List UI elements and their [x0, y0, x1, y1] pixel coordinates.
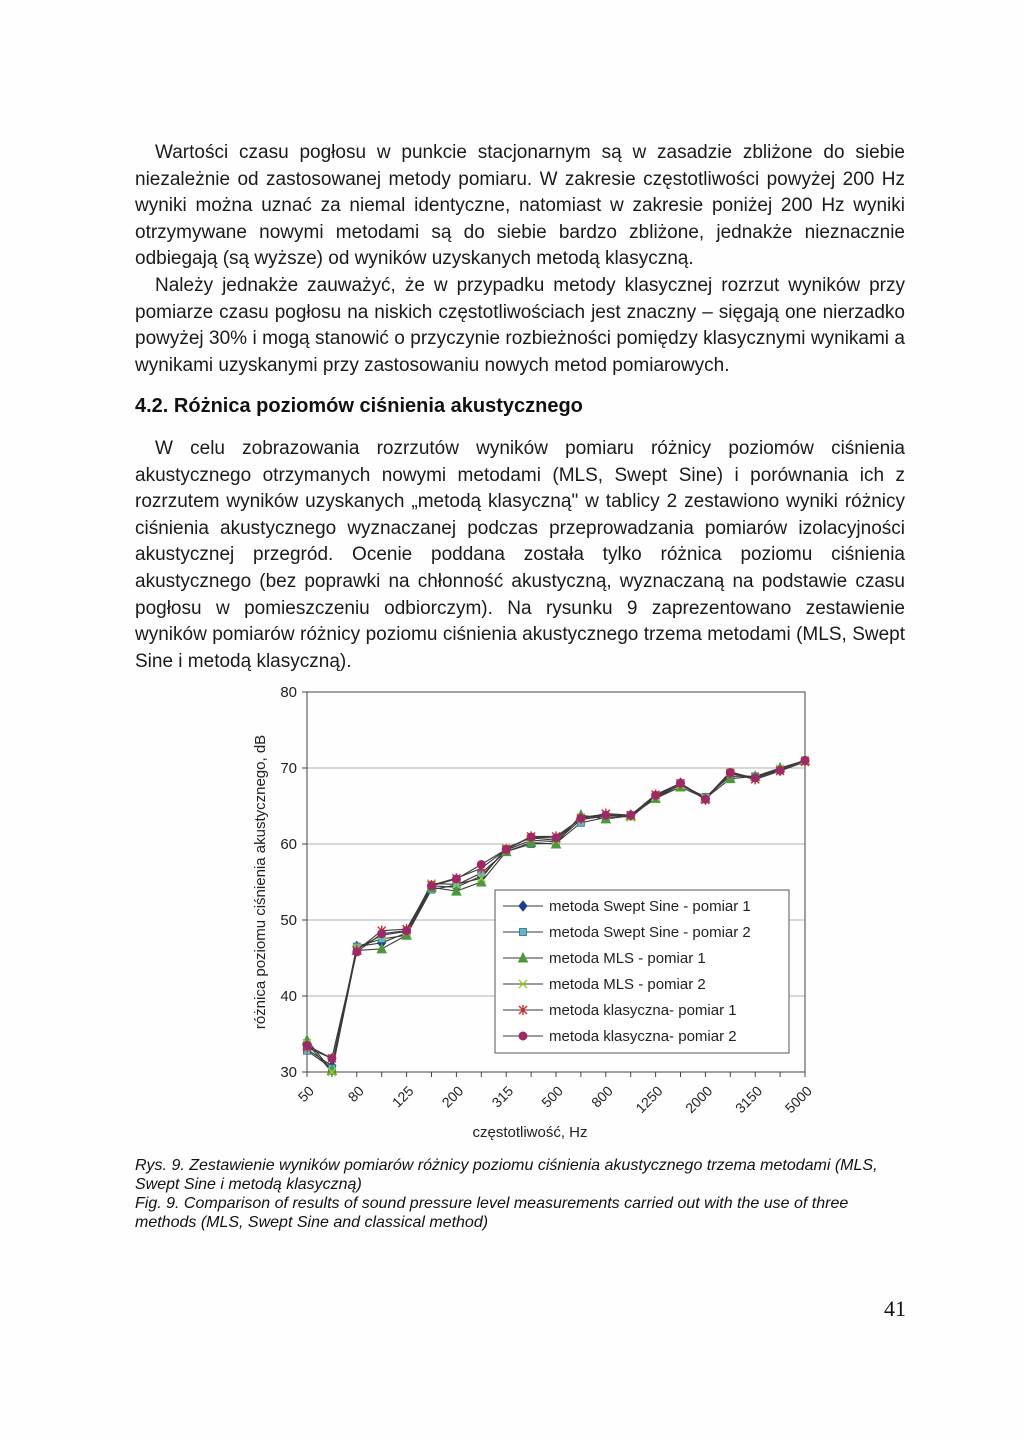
legend-label: metoda klasyczna- pomiar 1 [549, 1002, 737, 1019]
page-number: 41 [884, 1296, 906, 1321]
paragraph-3: W celu zobrazowania rozrzutów wyników pomiaru różnicy poziomów ciśnienia akustycznego otrzymanych nowymi metodami (MLS, Swept Sine) i porównania ich z rozrzutem wyników uzyskanych „metodą klasyczną" w tablicy 2 zestawiono wyniki różnicy ciśnienia akustycznego wyznaczanej podczas przeprowadzania pomiarów izolacyjności akustycznej przegród. Ocenie poddana została tylko różnica poziomu ciśnienia akustycznego (bez poprawki na chłonność akustyczną, wyznaczaną na podstawie czasu pogłosu w pomieszczeniu odbiorczym). Na rysunku 9 zaprezentowano zestawienie wyników pomiarów różnicy poziomu ciśnienia akustycznego trzema metodami (MLS, Swept Sine i metodą klasyczną). [135, 438, 905, 672]
series-point [303, 1041, 311, 1049]
y-tick-label: 40 [280, 988, 297, 1005]
section-heading: 4.2. Różnica poziomów ciśnienia akustycznego [135, 395, 583, 417]
series-point [801, 756, 809, 764]
series-point [452, 875, 460, 883]
x-tick-label: 200 [438, 1082, 467, 1111]
series-point [701, 795, 709, 803]
caption-english: Fig. 9. Comparison of results of sound pressure level measurements carried out with the use of three methods (MLS, Swept Sine and classical method) [135, 1195, 849, 1231]
x-tick-label: 3150 [731, 1082, 766, 1117]
y-tick-label: 50 [280, 912, 297, 929]
legend-label: metoda Swept Sine - pomiar 1 [549, 898, 751, 915]
series-point [627, 811, 635, 819]
series-point [552, 834, 560, 842]
y-tick-label: 30 [280, 1064, 297, 1081]
figure-caption [135, 1156, 905, 1232]
x-tick-label: 50 [294, 1082, 318, 1106]
series-point [378, 930, 386, 938]
legend-label: metoda klasyczna- pomiar 2 [549, 1028, 737, 1045]
series-point [751, 774, 759, 782]
caption-polish: Rys. 9. Zestawienie wyników pomiarów różnicy poziomu ciśnienia akustycznego trzema metodami (MLS, Swept Sine i metodą klasyczną) [135, 1157, 878, 1193]
series-point [377, 944, 386, 953]
series-point [428, 882, 436, 890]
chart-figure [240, 676, 880, 1146]
x-tick-label: 80 [344, 1082, 367, 1106]
x-axis-label: częstotliwość, Hz [472, 1124, 588, 1141]
series-point [677, 779, 685, 787]
series-point [502, 845, 510, 853]
series-point [776, 766, 784, 774]
series-point [726, 769, 734, 777]
x-tick-label: 500 [538, 1082, 567, 1111]
series-point [527, 833, 535, 841]
legend-marker [520, 929, 527, 936]
intro-text [135, 140, 905, 379]
series-point [477, 861, 485, 869]
x-axis-ticks [295, 1072, 815, 1116]
y-tick-label: 70 [280, 760, 297, 777]
legend-label: metoda MLS - pomiar 1 [549, 950, 706, 967]
legend-label: metoda MLS - pomiar 2 [549, 976, 706, 993]
section-text [135, 436, 905, 675]
y-axis-label: różnica poziomu ciśnienia akustycznego, dB [252, 734, 269, 1030]
x-tick-label: 2000 [682, 1082, 716, 1117]
x-tick-label: 5000 [781, 1082, 816, 1117]
series-point [403, 927, 411, 935]
series-point [652, 791, 660, 799]
x-tick-label: 125 [388, 1082, 417, 1111]
series-point [353, 948, 361, 956]
chart-legend [495, 890, 789, 1053]
y-axis-ticks [280, 684, 307, 1081]
legend-marker [519, 1032, 527, 1040]
x-tick-label: 800 [588, 1082, 616, 1111]
series-point [328, 1054, 336, 1062]
series-point [602, 811, 610, 819]
paragraph-1: Wartości czasu pogłosu w punkcie stacjonarnym są w zasadzie zbliżone do siebie niezależnie od zastosowanej metody pomiaru. W zakresie częstotliwości powyżej 200 Hz wyniki można uznać za niemal identyczne, natomiast w zakresie poniżej 200 Hz wyniki otrzymywane nowymi metodami są do siebie bardzo zbliżone, jednakże nieznacznie odbiegają (są wyższe) od wyników uzyskanych metodą klasyczną. [135, 142, 905, 270]
y-tick-label: 80 [280, 684, 297, 701]
x-tick-label: 315 [488, 1082, 517, 1111]
x-tick-label: 1250 [632, 1082, 666, 1117]
paragraph-2: Należy jednakże zauważyć, że w przypadku metody klasycznej rozrzut wyników przy pomiarze czasu pogłosu na niskich częstotliwościach jest znaczny – sięgają one nierzadko powyżej 30% i mogą stanowić o przyczynie rozbieżności pomiędzy klasycznymi wynikami a wynikami uzyskanymi przy zastosowaniu nowych metod pomiarowych. [135, 274, 905, 376]
series-point [577, 814, 585, 822]
y-tick-label: 60 [280, 836, 297, 853]
legend-label: metoda Swept Sine - pomiar 2 [549, 924, 751, 941]
